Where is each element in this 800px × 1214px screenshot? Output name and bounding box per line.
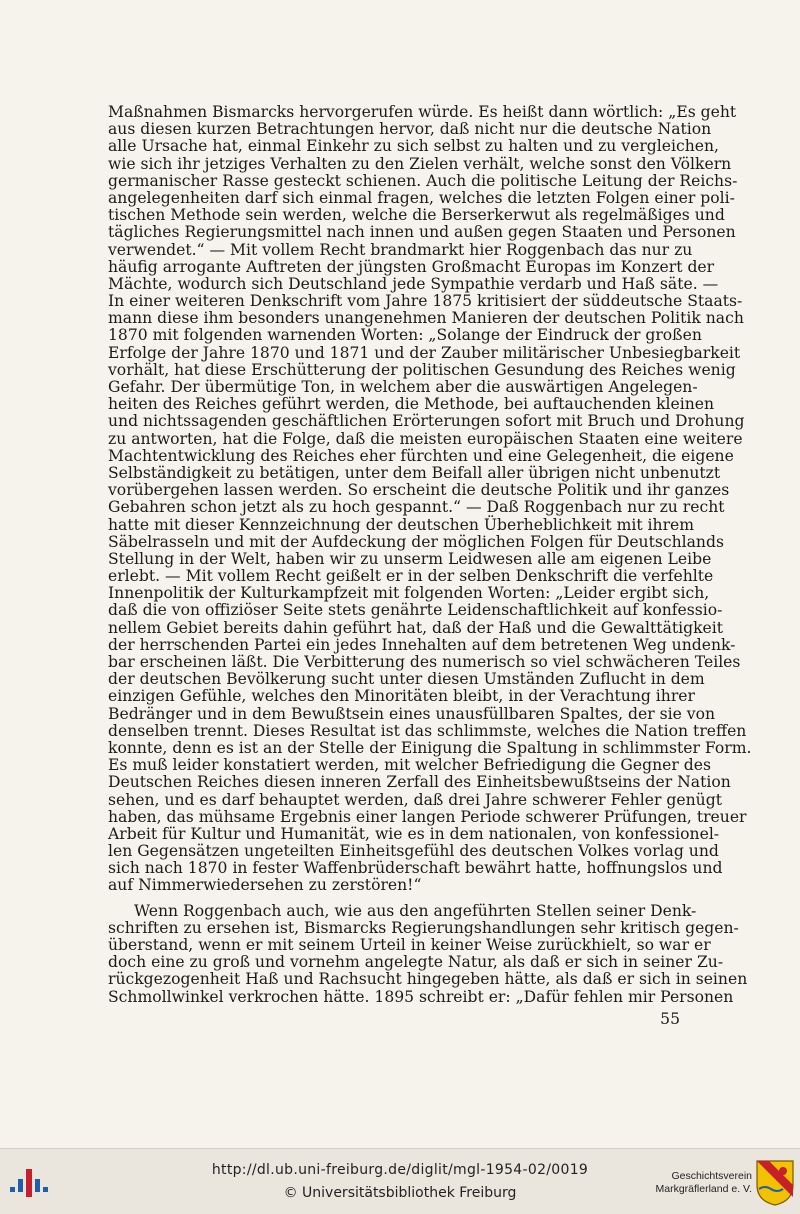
text-line: der herrschenden Partei ein jedes Innehalten auf dem betretenen Weg undenk- bbox=[108, 635, 736, 654]
text-line: Arbeit für Kultur und Humanität, wie es in dem nationalen, von konfessionel- bbox=[108, 824, 720, 843]
text-line: hatte mit dieser Kennzeichnung der deutschen Überheblichkeit mit ihrem bbox=[108, 515, 695, 534]
text-line: denselben trennt. Dieses Resultat ist das schlimmste, welches die Nation treffen bbox=[108, 721, 747, 740]
text-line: Schmollwinkel verkrochen hätte. 1895 schreibt er: „Dafür fehlen mir Personen bbox=[108, 987, 734, 1006]
text-line: schriften zu ersehen ist, Bismarcks Regierungshandlungen sehr kritisch gegen- bbox=[108, 918, 739, 937]
text-line: vorübergehen lassen werden. So erscheint die deutsche Politik und ihr ganzes bbox=[108, 481, 730, 500]
paragraph-2 bbox=[108, 901, 748, 1006]
footer-bar bbox=[0, 1148, 800, 1214]
text-line: angelegenheiten darf sich einmal fragen, welches die letzten Folgen einer poli- bbox=[108, 188, 735, 207]
body-text bbox=[108, 103, 752, 1006]
text-line: Mächte, wodurch sich Deutschland jede Sympathie verdarb und Haß säte. — bbox=[108, 274, 719, 293]
text-line: mann diese ihm besonders unangenehmen Manieren der deutschen Politik nach bbox=[108, 309, 744, 328]
text-line: len Gegensätzen ungeteilten Einheitsgefühl des deutschen Volkes vorlag und bbox=[108, 842, 719, 861]
text-line: Wenn Roggenbach auch, wie aus den angeführten Stellen seiner Denk- bbox=[134, 901, 697, 920]
text-line: Machtentwicklung des Reiches eher fürchten und eine Gelegenheit, die eigene bbox=[108, 446, 734, 465]
text-line: und nichtssagenden geschäftlichen Erörterungen sofort mit Bruch und Drohung bbox=[108, 412, 745, 431]
text-line: Erfolge der Jahre 1870 und 1871 und der Zauber militärischer Unbesiegbarkeit bbox=[108, 343, 741, 362]
text-line: wie sich ihr jetziges Verhalten zu den Zielen verhält, welche sonst den Völkern bbox=[108, 154, 732, 173]
permalink-url[interactable]: http://dl.ub.uni-freiburg.de/diglit/mgl-1954-02/0019 bbox=[211, 1162, 589, 1178]
text-line: sich nach 1870 in fester Waffenbrüderschaft bewährt hatte, hoffnungslos und bbox=[108, 859, 723, 878]
society-name bbox=[640, 1170, 752, 1196]
text-line: einzigen Gefühle, welches den Minoritäten bleibt, in der Verachtung ihrer bbox=[108, 687, 695, 706]
text-line: alle Ursache hat, einmal Einkehr zu sich selbst zu halten und zu vergleichen, bbox=[108, 137, 719, 156]
society-name-line-2: Markgräflerland e. V. bbox=[655, 1183, 752, 1195]
text-line: Gefahr. Der übermütige Ton, in welchem aber die auswärtigen Angelegen- bbox=[108, 378, 698, 396]
text-line: aus diesen kurzen Betrachtungen hervor, daß nicht nur die deutsche Nation bbox=[108, 120, 712, 139]
text-line: Gebahren schon jetzt als zu hoch gespannt.“ — Daß Roggenbach nur zu recht bbox=[108, 498, 725, 517]
text-line: haben, das mühsame Ergebnis einer langen Periode schwerer Prüfungen, treuer bbox=[108, 807, 747, 826]
text-line: In einer weiteren Denkschrift vom Jahre 1875 kritisiert der süddeutsche Staats- bbox=[108, 292, 743, 311]
text-line: vorhält, hat diese Erschütterung der politischen Gesundung des Reiches wenig bbox=[108, 360, 736, 379]
text-line: verwendet.“ — Mit vollem Recht brandmarkt hier Roggenbach das nur zu bbox=[108, 240, 693, 259]
text-line: heiten des Reiches geführt werden, die Methode, bei auftauchenden kleinen bbox=[108, 395, 715, 414]
text-line: sehen, und es darf behauptet werden, daß drei Jahre schwerer Fehler genügt bbox=[108, 790, 722, 809]
text-line: tägliches Regierungsmittel nach innen und außen gegen Staaten und Personen bbox=[108, 223, 736, 242]
text-line: Es muß leider konstatiert werden, mit welcher Befriedigung die Gegner des bbox=[108, 756, 711, 775]
society-name-line-1: Geschichtsverein bbox=[671, 1170, 752, 1182]
coat-of-arms-icon[interactable] bbox=[755, 1159, 795, 1207]
text-line: tischen Methode sein werden, welche die Berserkerwut als regelmäßiges und bbox=[108, 206, 725, 225]
text-line: daß die von offiziöser Seite stets genährte Leidenschaftlichkeit auf konfessio- bbox=[108, 601, 723, 620]
text-line: nellem Gebiet bereits dahin geführt hat, daß der Haß und die Gewalttätigkeit bbox=[108, 618, 724, 637]
text-line: rückgezogenheit Haß und Rachsucht hingegeben hätte, als daß er sich in seinen bbox=[108, 970, 748, 989]
text-line: der deutschen Bevölkerung sucht unter diesen Umständen Zuflucht in dem bbox=[108, 670, 705, 689]
text-line: Säbelrasseln und mit der Aufdeckung der möglichen Folgen für Deutschlands bbox=[108, 532, 724, 551]
text-line: überstand, wenn er mit seinem Urteil in keiner Weise zurückhielt, so war er bbox=[108, 936, 711, 954]
text-line: Maßnahmen Bismarcks hervorgerufen würde. Es heißt dann wörtlich: „Es geht bbox=[108, 103, 737, 121]
text-line: germanischer Rasse gesteckt schienen. Auch die politische Leitung der Reichs- bbox=[108, 171, 738, 190]
text-line: Stellung in der Welt, haben wir zu unserm Leidwesen alle am eigenen Leibe bbox=[108, 549, 712, 568]
text-line: doch eine zu groß und vornehm angelegte Natur, als daß er sich in seiner Zu- bbox=[108, 953, 724, 972]
paragraph-1 bbox=[108, 103, 752, 895]
text-line: 1870 mit folgenden warnenden Worten: „Solange der Eindruck der großen bbox=[108, 326, 702, 345]
text-line: zu antworten, hat die Folge, daß die meisten europäischen Staaten eine weitere bbox=[108, 429, 743, 448]
text-line: bar erscheinen läßt. Die Verbitterung des numerisch so viel schwächeren Teiles bbox=[108, 653, 741, 671]
page-number: 55 bbox=[660, 1010, 680, 1028]
text-line: Bedränger und in dem Bewußtsein eines unausfüllbaren Spaltes, der sie von bbox=[108, 704, 716, 723]
copyright-notice: © Universitätsbibliothek Freiburg bbox=[283, 1185, 517, 1201]
text-line: Deutschen Reiches diesen inneren Zerfall des Einheitsbewußtseins der Nation bbox=[108, 773, 731, 792]
text-line: konnte, denn es ist an der Stelle der Einigung die Spaltung in schlimmster Form. bbox=[108, 738, 752, 757]
text-line: Selbständigkeit zu betätigen, unter dem Beifall aller übrigen nicht unbenutzt bbox=[108, 463, 721, 482]
text-line: Innenpolitik der Kulturkampfzeit mit folgenden Worten: „Leider ergibt sich, bbox=[108, 584, 710, 603]
digital-library-logo-icon[interactable] bbox=[8, 1165, 52, 1201]
text-line: häufig arrogante Auftreten der jüngsten Großmacht Europas im Konzert der bbox=[108, 257, 715, 276]
text-line: erlebt. — Mit vollem Recht geißelt er in der selben Denkschrift die verfehlte bbox=[108, 567, 714, 586]
text-line: auf Nimmerwiedersehen zu zerstören!“ bbox=[108, 876, 422, 895]
